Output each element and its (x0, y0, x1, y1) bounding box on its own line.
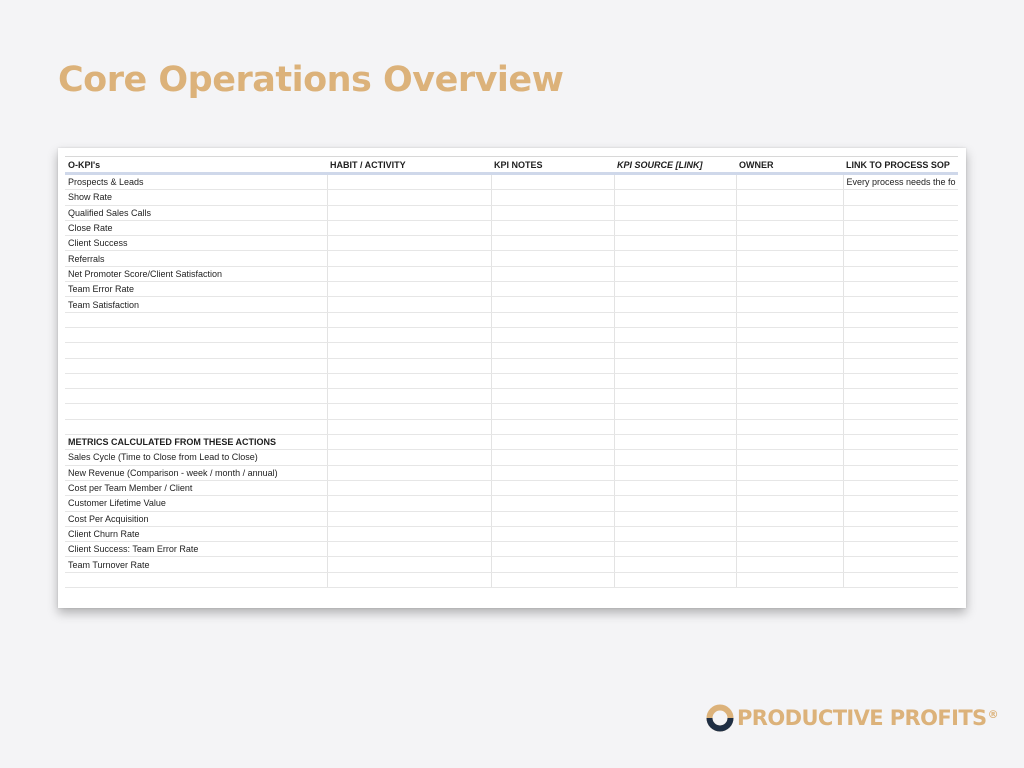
table-cell[interactable] (843, 496, 958, 511)
table-cell[interactable] (327, 435, 491, 450)
slide-title: Core Operations Overview (58, 60, 564, 100)
table-cell[interactable] (614, 190, 736, 205)
table-cell[interactable]: Client Success (65, 236, 327, 251)
registered-mark: ® (987, 708, 999, 721)
table-cell[interactable] (491, 557, 614, 572)
table-cell[interactable]: Team Error Rate (65, 282, 327, 297)
table-cell[interactable] (736, 236, 843, 251)
table-row (65, 450, 958, 465)
table-row (65, 205, 958, 220)
table-cell[interactable] (327, 480, 491, 495)
column-header-process-sop[interactable]: LINK TO PROCESS SOP (843, 157, 958, 174)
table-cell[interactable] (843, 190, 958, 205)
table-cell[interactable]: Referrals (65, 251, 327, 266)
table-row (65, 526, 958, 541)
table-cell[interactable] (614, 251, 736, 266)
table-cell[interactable] (736, 542, 843, 557)
table-cell[interactable] (327, 282, 491, 297)
table-cell[interactable] (65, 404, 327, 419)
table-cell[interactable] (491, 465, 614, 480)
table-cell[interactable] (736, 450, 843, 465)
table-cell[interactable] (327, 389, 491, 404)
table-cell[interactable] (843, 526, 958, 541)
table-cell[interactable] (843, 435, 958, 450)
table-cell[interactable] (843, 236, 958, 251)
table-cell[interactable] (327, 496, 491, 511)
table-cell[interactable]: Close Rate (65, 220, 327, 235)
table-cell[interactable] (736, 297, 843, 312)
table-row (65, 480, 958, 495)
table-cell[interactable] (614, 220, 736, 235)
table-cell[interactable] (736, 480, 843, 495)
table-cell[interactable] (491, 343, 614, 358)
table-cell[interactable]: Qualified Sales Calls (65, 205, 327, 220)
table-row (65, 236, 958, 251)
table-cell[interactable] (843, 282, 958, 297)
table-cell[interactable] (736, 373, 843, 388)
table-cell[interactable] (614, 373, 736, 388)
table-cell[interactable] (65, 358, 327, 373)
table-header-row (65, 157, 958, 174)
table-cell[interactable] (327, 572, 491, 587)
table-cell[interactable] (736, 251, 843, 266)
table-cell[interactable] (491, 511, 614, 526)
table-cell[interactable] (65, 572, 327, 587)
table-cell[interactable]: METRICS CALCULATED FROM THESE ACTIONS (65, 435, 327, 450)
table-cell[interactable] (327, 220, 491, 235)
table-cell[interactable] (327, 511, 491, 526)
table-cell[interactable] (491, 496, 614, 511)
table-cell[interactable] (736, 358, 843, 373)
table-cell[interactable] (614, 282, 736, 297)
table-cell[interactable] (843, 557, 958, 572)
table-cell[interactable] (843, 572, 958, 587)
table-cell[interactable] (327, 526, 491, 541)
table-cell[interactable] (491, 542, 614, 557)
table-row (65, 266, 958, 281)
table-cell[interactable] (491, 389, 614, 404)
table-cell[interactable] (491, 526, 614, 541)
table-row (65, 496, 958, 511)
table-cell[interactable] (843, 419, 958, 434)
table-cell[interactable] (843, 404, 958, 419)
table-row (65, 220, 958, 235)
table-cell[interactable] (327, 312, 491, 327)
table-cell[interactable] (843, 220, 958, 235)
table-cell[interactable] (843, 327, 958, 342)
table-cell[interactable] (327, 266, 491, 281)
table-cell[interactable] (614, 312, 736, 327)
table-cell[interactable] (65, 343, 327, 358)
table-cell[interactable] (491, 373, 614, 388)
table-cell[interactable] (65, 312, 327, 327)
table-row (65, 465, 958, 480)
table-row (65, 282, 958, 297)
table-cell[interactable] (614, 465, 736, 480)
table-cell[interactable]: Customer Lifetime Value (65, 496, 327, 511)
table-cell[interactable] (614, 297, 736, 312)
table-cell[interactable] (614, 389, 736, 404)
table-cell[interactable] (614, 419, 736, 434)
table-cell[interactable] (843, 297, 958, 312)
table-row (65, 435, 958, 450)
table-cell[interactable] (614, 542, 736, 557)
table-cell[interactable] (614, 557, 736, 572)
table-cell[interactable] (614, 404, 736, 419)
table-cell[interactable] (327, 373, 491, 388)
column-header-habit-activity[interactable]: HABIT / ACTIVITY (327, 157, 491, 174)
table-cell[interactable] (491, 251, 614, 266)
table-body (65, 174, 958, 588)
table-cell[interactable] (491, 205, 614, 220)
table-cell[interactable] (843, 358, 958, 373)
table-row (65, 557, 958, 572)
table-cell[interactable] (491, 174, 614, 190)
table-row (65, 312, 958, 327)
column-header-okpis[interactable]: O-KPI's (65, 157, 327, 174)
table-cell[interactable] (614, 205, 736, 220)
table-cell[interactable] (843, 251, 958, 266)
table-cell[interactable] (327, 557, 491, 572)
table-cell[interactable] (614, 174, 736, 190)
table-cell[interactable] (491, 312, 614, 327)
table-cell[interactable] (843, 450, 958, 465)
table-row (65, 174, 958, 190)
table-cell[interactable] (736, 572, 843, 587)
table-cell[interactable] (491, 419, 614, 434)
table-cell[interactable] (736, 174, 843, 190)
table-row (65, 404, 958, 419)
table-cell[interactable] (614, 450, 736, 465)
table-cell[interactable]: Show Rate (65, 190, 327, 205)
table-cell[interactable] (65, 327, 327, 342)
table-cell[interactable] (614, 327, 736, 342)
table-cell[interactable] (491, 190, 614, 205)
table-cell[interactable] (736, 404, 843, 419)
table-cell[interactable]: Prospects & Leads (65, 174, 327, 190)
table-cell[interactable] (327, 450, 491, 465)
table-cell[interactable]: Client Churn Rate (65, 526, 327, 541)
table-cell[interactable]: New Revenue (Comparison - week / month / annual) (65, 465, 327, 480)
logo-text: PRODUCTIVE PROFITS (737, 705, 987, 730)
table-cell[interactable] (736, 220, 843, 235)
table-row (65, 251, 958, 266)
table-cell[interactable] (614, 496, 736, 511)
table-cell[interactable]: Client Success: Team Error Rate (65, 542, 327, 557)
table-row (65, 542, 958, 557)
table-cell[interactable] (843, 343, 958, 358)
table-cell[interactable] (491, 435, 614, 450)
table-cell[interactable] (491, 480, 614, 495)
table-cell[interactable] (843, 389, 958, 404)
table-row (65, 343, 958, 358)
table-cell[interactable] (327, 465, 491, 480)
table-cell[interactable] (736, 266, 843, 281)
table-cell[interactable] (491, 220, 614, 235)
table-cell[interactable] (327, 358, 491, 373)
table-cell[interactable]: Sales Cycle (Time to Close from Lead to Close) (65, 450, 327, 465)
table-cell[interactable] (843, 205, 958, 220)
table-row (65, 190, 958, 205)
table-cell[interactable] (327, 205, 491, 220)
productive-profits-logo (705, 703, 999, 733)
table-cell[interactable]: Net Promoter Score/Client Satisfaction (65, 266, 327, 281)
table-cell[interactable] (843, 480, 958, 495)
table-cell[interactable] (736, 312, 843, 327)
table-cell[interactable] (843, 542, 958, 557)
table-row (65, 389, 958, 404)
table-row (65, 511, 958, 526)
table-cell[interactable] (327, 251, 491, 266)
table-cell[interactable] (736, 557, 843, 572)
table-cell[interactable]: Cost per Team Member / Client (65, 480, 327, 495)
table-cell[interactable] (65, 389, 327, 404)
table-cell[interactable] (736, 496, 843, 511)
table-cell[interactable] (327, 190, 491, 205)
table-cell[interactable] (614, 572, 736, 587)
table-cell[interactable] (327, 327, 491, 342)
table-cell[interactable] (843, 312, 958, 327)
table-cell[interactable] (736, 511, 843, 526)
table-cell[interactable] (491, 282, 614, 297)
table-cell[interactable]: Every process needs the fo (843, 174, 958, 190)
table-cell[interactable] (736, 282, 843, 297)
table-cell[interactable] (491, 358, 614, 373)
table-cell[interactable] (491, 327, 614, 342)
table-cell[interactable] (65, 373, 327, 388)
table-cell[interactable] (614, 526, 736, 541)
table-cell[interactable] (327, 236, 491, 251)
column-header-kpi-source[interactable]: KPI SOURCE [LINK] (614, 157, 736, 174)
table-cell[interactable] (736, 435, 843, 450)
table-cell[interactable] (843, 266, 958, 281)
table-cell[interactable] (491, 236, 614, 251)
table-cell[interactable] (65, 419, 327, 434)
table-cell[interactable] (736, 389, 843, 404)
table-cell[interactable] (614, 480, 736, 495)
table-cell[interactable]: Team Turnover Rate (65, 557, 327, 572)
table-cell[interactable] (327, 174, 491, 190)
table-cell[interactable] (843, 465, 958, 480)
table-cell[interactable] (614, 435, 736, 450)
table-cell[interactable] (327, 542, 491, 557)
table-cell[interactable] (491, 297, 614, 312)
table-cell[interactable] (614, 358, 736, 373)
table-row (65, 373, 958, 388)
column-header-kpi-notes[interactable]: KPI NOTES (491, 157, 614, 174)
table-cell[interactable]: Team Satisfaction (65, 297, 327, 312)
table-cell[interactable] (736, 205, 843, 220)
table-cell[interactable]: Cost Per Acquisition (65, 511, 327, 526)
table-cell[interactable] (736, 343, 843, 358)
table-row (65, 297, 958, 312)
table-row (65, 419, 958, 434)
table-cell[interactable] (491, 266, 614, 281)
table-cell[interactable] (327, 343, 491, 358)
column-header-owner[interactable]: OWNER (736, 157, 843, 174)
table-cell[interactable] (736, 327, 843, 342)
table-row (65, 572, 958, 587)
table-cell[interactable] (736, 526, 843, 541)
table-cell[interactable] (614, 343, 736, 358)
table-cell[interactable] (614, 266, 736, 281)
table-cell[interactable] (327, 297, 491, 312)
table-row (65, 327, 958, 342)
table-cell[interactable] (491, 572, 614, 587)
table-row (65, 358, 958, 373)
table-cell[interactable] (491, 404, 614, 419)
table-cell[interactable] (843, 373, 958, 388)
kpi-table (65, 156, 958, 588)
spreadsheet-screenshot (58, 148, 966, 608)
ring-logo-icon (705, 703, 735, 733)
table-cell[interactable] (491, 450, 614, 465)
table-cell[interactable] (614, 511, 736, 526)
table-cell[interactable] (327, 404, 491, 419)
table-cell[interactable] (327, 419, 491, 434)
table-cell[interactable] (614, 236, 736, 251)
table-cell[interactable] (843, 511, 958, 526)
table-cell[interactable] (736, 419, 843, 434)
table-cell[interactable] (736, 465, 843, 480)
table-cell[interactable] (736, 190, 843, 205)
